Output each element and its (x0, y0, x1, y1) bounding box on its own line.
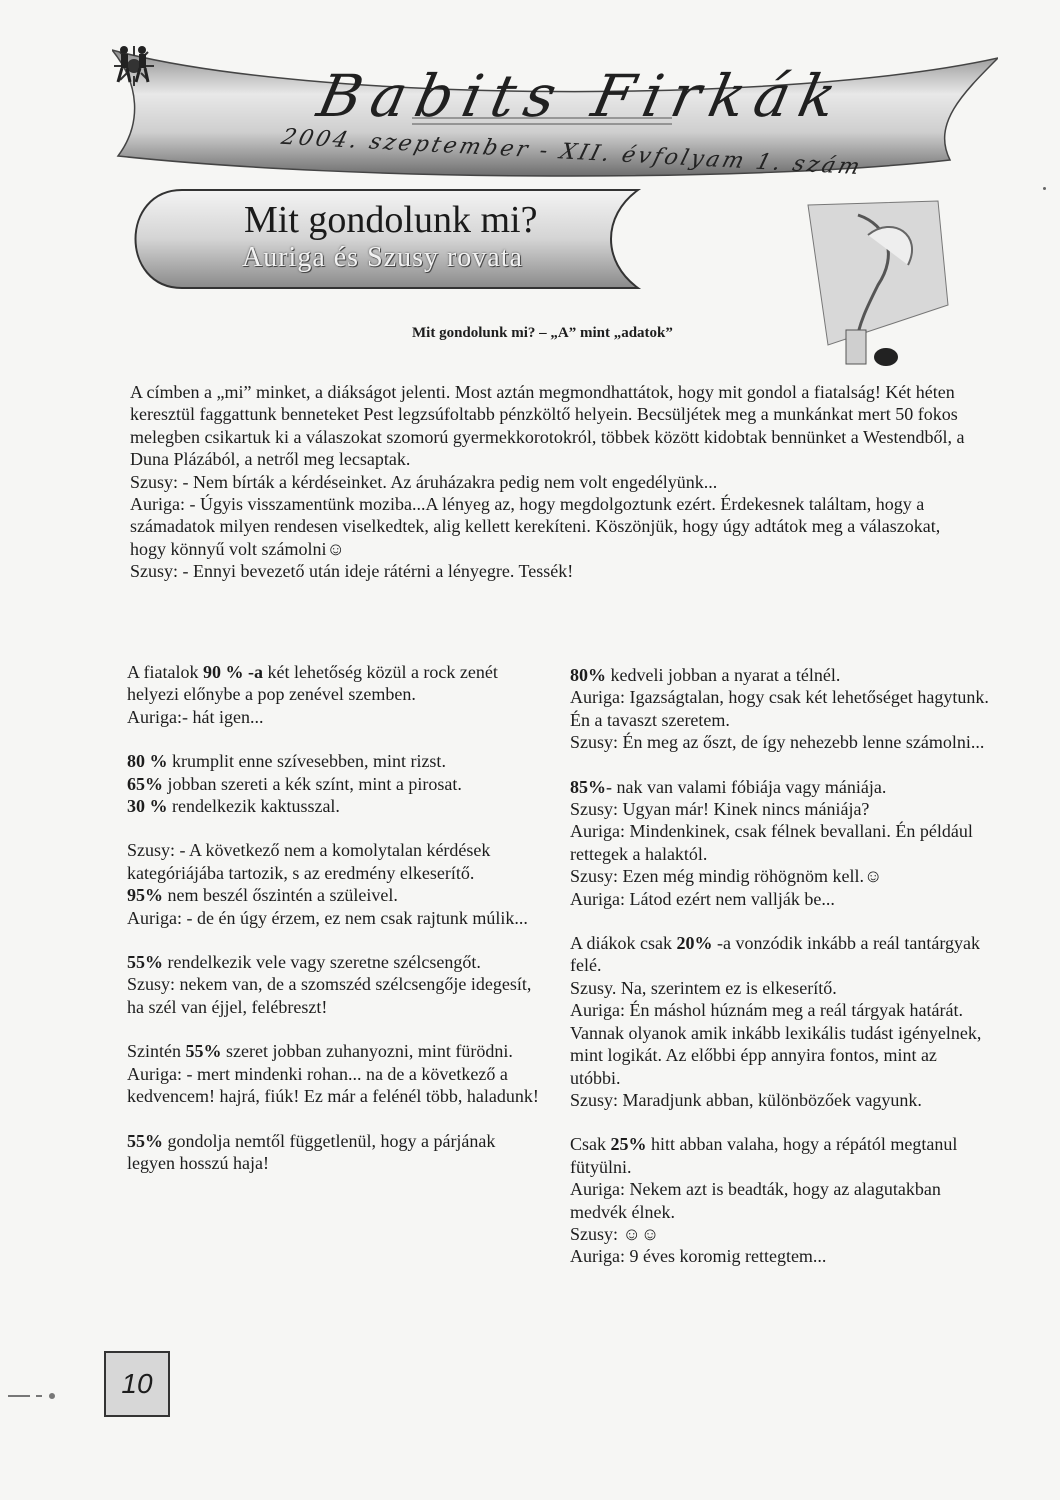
stat-line (570, 686, 990, 731)
stat-text: Szusy. Na, szerintem ez is elkeserítő. (570, 977, 837, 998)
magazine-title: Babits Firkák (311, 62, 853, 130)
stat-text: nem beszél őszintén a szüleivel. (163, 885, 398, 906)
stat-block (570, 932, 990, 1111)
intro-dialogue-line: Szusy: - Ennyi bevezető után ideje rátérni a lényegre. Tessék! (130, 561, 574, 582)
stat-text: hitt abban valaha, hogy a répától megtanul fütyülni. (570, 1134, 958, 1177)
stat-text: Szusy: Ugyan már! Kinek nincs mániája? (570, 799, 870, 820)
stat-text: Auriga: Én máshol húznám meg a reál tárgyak határát. Vannak olyanok amik inkább lexikális tudást igényelnek, mint logikát. Az előbbi épp annyira fontos, mint az utóbbi. (570, 1000, 982, 1088)
article-intro (130, 381, 980, 583)
stat-text: Szusy: Én meg az őszt, de így nehezebb lenne számolni... (570, 732, 985, 753)
stat-block (127, 1040, 547, 1107)
stat-text: jobban szereti a kék színt, mint a pirosat. (163, 773, 462, 794)
intro-paragraph: A címben a „mi” minket, a diákságot jelenti. Most aztán megmondhattátok, hogy mit gondol a fiatalság! Két héten keresztül faggattunk benneteket Pest legzsúfoltabb pénzköltő helyein. Becsüljétek meg a munkánkat mert 50 fokos melegben csikartuk ki a válaszokat szomorú gyermekkorotokról, többek között kidobtak bennünket a Westendből, a Duna Plázából, a netről meg lecsaptak. (130, 382, 965, 470)
page-number: 10 (104, 1351, 170, 1417)
hikers-icon (112, 44, 156, 84)
stat-percentage: 65% (127, 773, 163, 794)
stat-line (570, 1178, 990, 1223)
stat-block (570, 776, 990, 910)
stat-block (127, 951, 547, 1018)
section-title: Mit gondolunk mi? (244, 199, 538, 241)
stat-percentage: 80 % (127, 751, 168, 772)
stat-line (127, 839, 547, 884)
left-column (127, 661, 547, 1196)
stat-text: - nak van valami fóbiája vagy mániája. (606, 776, 887, 797)
stat-text: Szintén (127, 1041, 186, 1062)
stat-line (570, 865, 990, 887)
stat-line (570, 798, 990, 820)
stat-line (127, 907, 547, 929)
stat-line (127, 750, 547, 772)
stat-line (127, 661, 547, 706)
stat-text: rendelkezik kaktusszal. (167, 796, 340, 817)
stat-text: Szusy: Ezen még mindig röhögnöm kell.☺ (570, 866, 883, 887)
stat-block (570, 664, 990, 754)
stat-line (127, 795, 547, 817)
stat-text: két lehetőség közül a rock zenét helyezi előnybe a pop zenével szemben. (127, 662, 498, 705)
stat-line (570, 776, 990, 798)
stat-text: Szusy: ☺☺ (570, 1223, 660, 1244)
stat-percentage: 55% (127, 1130, 163, 1151)
stat-text: Auriga: Látod ezért nem vallják be... (570, 888, 835, 909)
stat-line (127, 973, 547, 1018)
stat-line (570, 999, 990, 1089)
stat-text: Auriga: - de én úgy érzem, ez nem csak rajtunk múlik... (127, 907, 528, 928)
right-column (570, 664, 990, 1290)
stat-text: Szusy: - A következő nem a komolytalan kérdések kategóriájába tartozik, s az eredmény elkeserítő. (127, 840, 491, 883)
stat-text: Csak (570, 1134, 611, 1155)
stat-block (127, 750, 547, 817)
stat-line (127, 1130, 547, 1175)
stat-line (127, 1040, 547, 1062)
stat-text: Auriga: Mindenkinek, csak félnek bevallani. Én például rettegek a halaktól. (570, 821, 973, 864)
section-subtitle: Auriga és Szusy rovata (242, 242, 523, 273)
stat-line (570, 888, 990, 910)
stat-text: Szusy: Maradjunk abban, különbözőek vagyunk. (570, 1089, 922, 1110)
scan-mark (8, 1391, 58, 1401)
scan-dot (1043, 187, 1046, 190)
stat-percentage: 80% (570, 665, 606, 685)
stat-percentage: 30 % (127, 796, 168, 817)
stat-line (570, 1089, 990, 1111)
stat-text: Szusy: nekem van, de a szomszéd szélcsengője idegesít, ha szél van éjjel, felébreszt! (127, 974, 532, 1017)
stat-percentage: 95% (127, 885, 163, 906)
stat-line (127, 1063, 547, 1108)
stat-line (570, 977, 990, 999)
article-heading: Mit gondolunk mi? – „A” mint „adatok” (412, 325, 673, 341)
stat-text: A fiatalok (127, 662, 203, 682)
stat-block (127, 661, 547, 728)
stat-line (570, 932, 990, 977)
stat-percentage: 90 % -a (202, 662, 263, 682)
stat-text: rendelkezik vele vagy szeretne szélcsengőt. (163, 952, 481, 973)
stat-line (127, 884, 547, 906)
intro-dialogue-line: Auriga: - Úgyis visszamentünk moziba...A lényeg az, hogy megdolgoztunk ezért. Érdekesnek találtam, hogy a számadatok milyen rendesen viselkedtek, alig kellett kerekíteni. Köszönjük, hogy úgy adtátok meg a válaszokat, hogy könnyű volt számolni☺ (130, 494, 941, 559)
stat-line (570, 820, 990, 865)
stat-text: Auriga:- hát igen... (127, 706, 264, 727)
stat-block (570, 1133, 990, 1267)
stat-text: A diákok csak (570, 933, 677, 954)
section-banner (132, 186, 652, 296)
quill-ink-illustration (798, 195, 958, 375)
stat-text: kedveli jobban a nyarat a télnél. (606, 665, 841, 685)
stat-percentage: 20% (676, 933, 713, 954)
stat-percentage: 85% (570, 776, 606, 797)
intro-dialogue-line: Szusy: - Nem bírták a kérdéseinket. Az áruházakra pedig nem volt engedélyünk... (130, 471, 718, 492)
stat-line (570, 1245, 990, 1267)
stat-text: Auriga: 9 éves koromig rettegtem... (570, 1246, 827, 1267)
stat-percentage: 25% (610, 1134, 647, 1155)
stat-percentage: 55% (185, 1041, 222, 1062)
stat-block (127, 839, 547, 929)
stat-line (570, 1223, 990, 1245)
stat-percentage: 55% (127, 952, 163, 973)
stat-text: gondolja nemtől függetlenül, hogy a párjának legyen hosszú haja! (127, 1130, 496, 1173)
stat-text: Auriga: Nekem azt is beadták, hogy az alagutakban medvék élnek. (570, 1179, 941, 1222)
stat-text: Auriga: - mert mindenki rohan... na de a következő a kedvencem! hajrá, fiúk! Ez már a felénél több, haladunk! (127, 1063, 539, 1107)
stat-text: -a vonzódik inkább a reál tantárgyak felé. (570, 933, 981, 976)
stat-line (127, 706, 547, 728)
stat-line (570, 731, 990, 753)
stat-block (127, 1130, 547, 1175)
issue-info: 2004. szeptember - XII. évfolyam 1. szám (278, 124, 866, 181)
stat-text: krumplit enne szívesebben, mint rizst. (167, 751, 446, 772)
masthead-banner (112, 44, 998, 181)
stat-line (127, 773, 547, 795)
stat-text: szeret jobban zuhanyozni, mint fürödni. (221, 1041, 513, 1062)
stat-line (127, 951, 547, 973)
stat-line (570, 1133, 990, 1178)
stat-line (570, 664, 990, 686)
stat-text: Auriga: Igazságtalan, hogy csak két lehetőséget hagytunk. Én a tavaszt szeretem. (570, 687, 989, 730)
